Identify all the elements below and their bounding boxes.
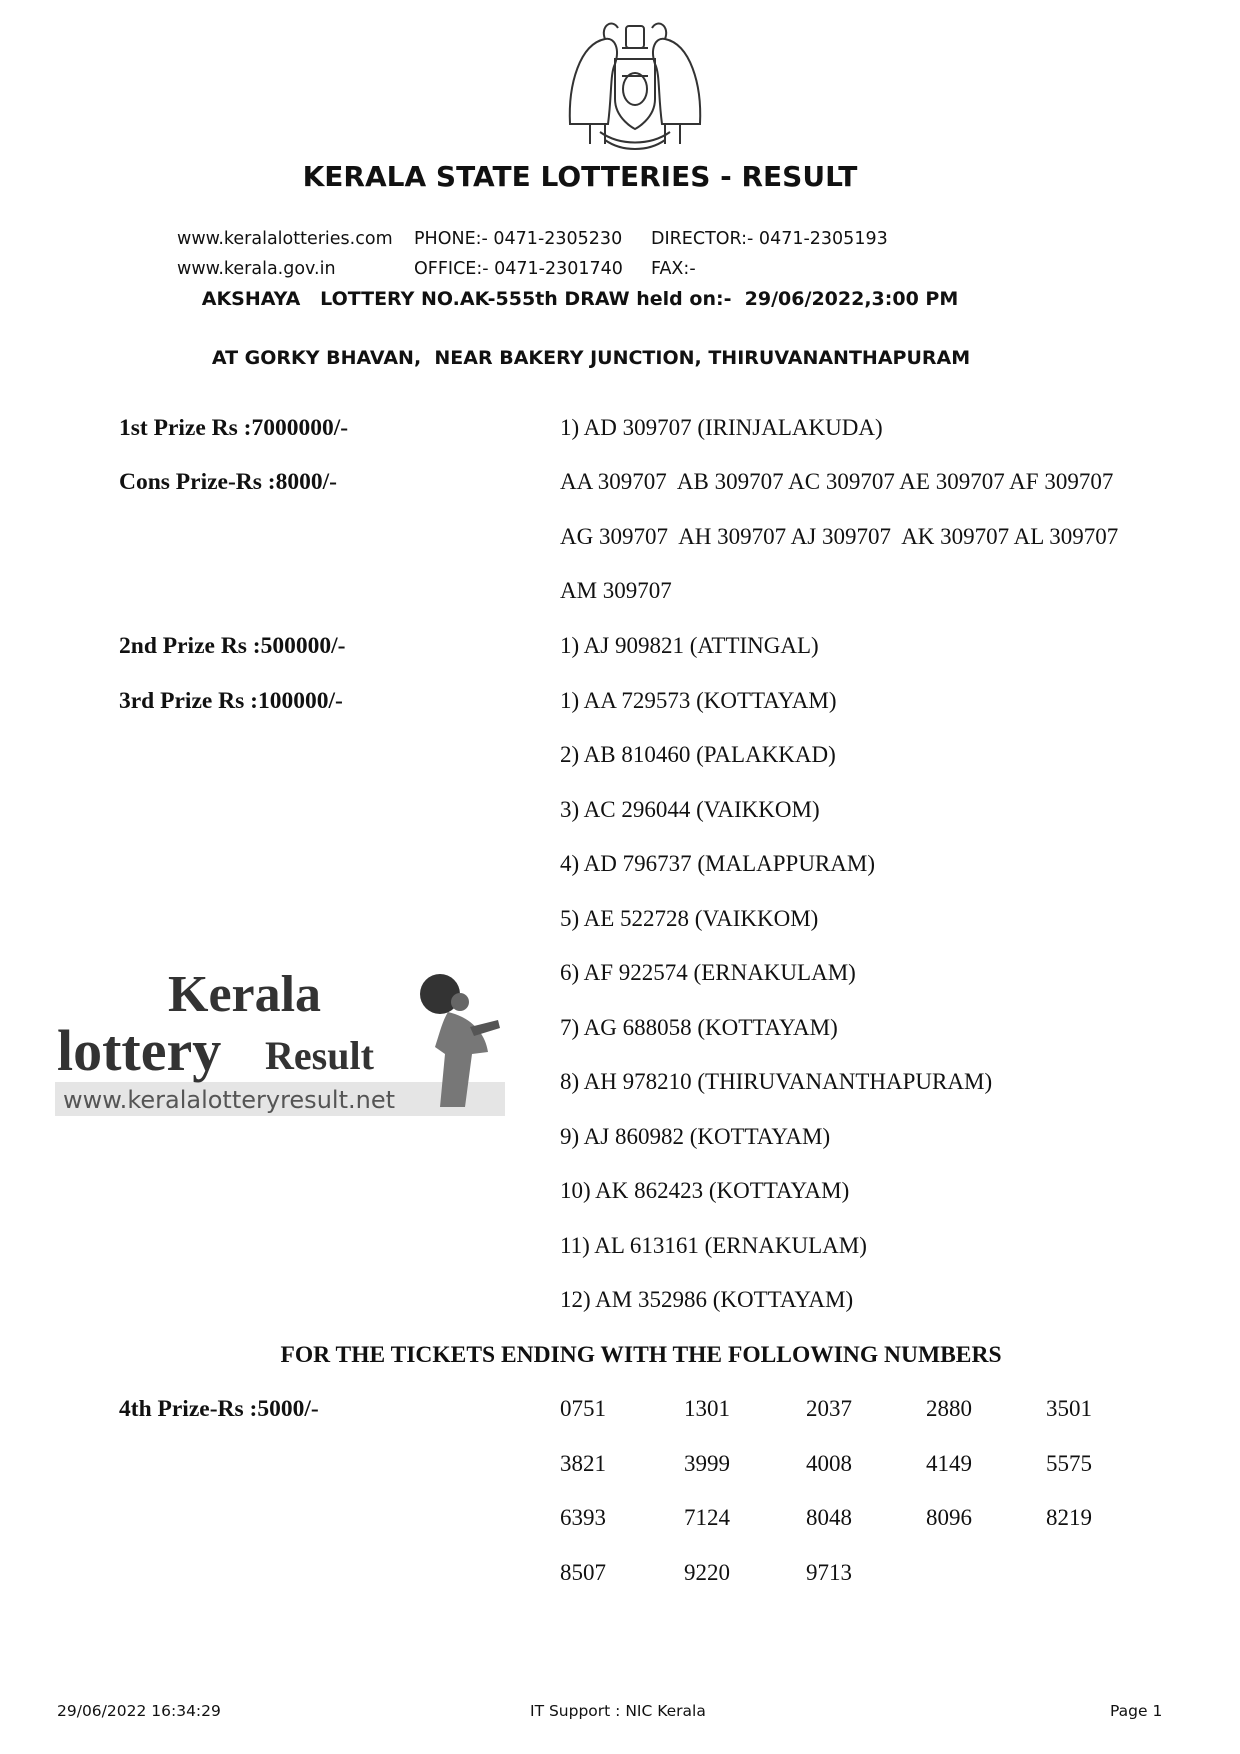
fourth-prize-number: 0751 bbox=[560, 1396, 606, 1421]
phone-number: PHONE:- 0471-2305230 bbox=[414, 229, 623, 249]
kerala-lottery-result-logo bbox=[55, 966, 505, 1125]
fourth-prize-number: 9220 bbox=[684, 1560, 730, 1585]
lottery-seller-figure-icon bbox=[410, 972, 505, 1112]
draw-venue: AT GORKY BHAVAN, NEAR BAKERY JUNCTION, THIRUVANANTHAPURAM bbox=[211, 347, 971, 369]
third-prize-winner: 4) AD 796737 (MALAPPURAM) bbox=[560, 851, 875, 876]
first-prize-winner: 1) AD 309707 (IRINJALAKUDA) bbox=[560, 415, 883, 440]
website-secondary: www.kerala.gov.in bbox=[177, 259, 336, 279]
footer-page-number: Page 1 bbox=[1110, 1702, 1163, 1720]
fourth-prize-number: 7124 bbox=[684, 1505, 730, 1530]
fourth-prize-number: 9713 bbox=[806, 1560, 852, 1585]
fourth-prize-label: 4th Prize-Rs :5000/- bbox=[119, 1396, 319, 1422]
third-prize-winner: 7) AG 688058 (KOTTAYAM) bbox=[560, 1015, 838, 1040]
fourth-prize-number: 8219 bbox=[1046, 1505, 1092, 1530]
logo-text-kerala: Kerala bbox=[168, 966, 322, 1023]
consolation-line-1: AA 309707 AB 309707 AC 309707 AE 309707 AF 309707 bbox=[560, 469, 1114, 494]
fourth-prize-number: 3999 bbox=[684, 1451, 730, 1476]
consolation-line-2: AG 309707 AH 309707 AJ 309707 AK 309707 AL 309707 bbox=[560, 524, 1119, 549]
fourth-prize-number: 1301 bbox=[684, 1396, 730, 1421]
third-prize-winner: 11) AL 613161 (ERNAKULAM) bbox=[560, 1233, 867, 1258]
footer-support: IT Support : NIC Kerala bbox=[530, 1702, 706, 1720]
footer-timestamp: 29/06/2022 16:34:29 bbox=[57, 1702, 221, 1720]
third-prize-winner: 12) AM 352986 (KOTTAYAM) bbox=[560, 1287, 854, 1312]
third-prize-winner: 5) AE 522728 (VAIKKOM) bbox=[560, 906, 819, 931]
third-prize-winner: 3) AC 296044 (VAIKKOM) bbox=[560, 797, 820, 822]
fourth-prize-number: 6393 bbox=[560, 1505, 606, 1530]
fourth-prize-number: 4008 bbox=[806, 1451, 852, 1476]
fax-number: FAX:- bbox=[651, 259, 696, 279]
third-prize-winner: 6) AF 922574 (ERNAKULAM) bbox=[560, 960, 856, 985]
fourth-prize-number: 5575 bbox=[1046, 1451, 1092, 1476]
third-prize-winner: 9) AJ 860982 (KOTTAYAM) bbox=[560, 1124, 831, 1149]
fourth-prize-number: 8096 bbox=[926, 1505, 972, 1530]
website-primary: www.keralalotteries.com bbox=[177, 229, 393, 249]
director-number: DIRECTOR:- 0471-2305193 bbox=[651, 229, 888, 249]
third-prize-winner: 8) AH 978210 (THIRUVANANTHAPURAM) bbox=[560, 1069, 993, 1094]
logo-text-result: Result bbox=[265, 1033, 374, 1078]
page-title: KERALA STATE LOTTERIES - RESULT bbox=[302, 160, 858, 193]
kerala-state-emblem-icon bbox=[560, 14, 710, 154]
fourth-prize-number: 2037 bbox=[806, 1396, 852, 1421]
fourth-prize-number: 4149 bbox=[926, 1451, 972, 1476]
third-prize-winner: 10) AK 862423 (KOTTAYAM) bbox=[560, 1178, 850, 1203]
third-prize-winner: 2) AB 810460 (PALAKKAD) bbox=[560, 742, 836, 767]
ending-numbers-heading: FOR THE TICKETS ENDING WITH THE FOLLOWING NUMBERS bbox=[280, 1342, 1002, 1368]
fourth-prize-number: 2880 bbox=[926, 1396, 972, 1421]
fourth-prize-number: 3501 bbox=[1046, 1396, 1092, 1421]
logo-url: www.keralalotteryresult.net bbox=[63, 1086, 395, 1114]
consolation-prize-label: Cons Prize-Rs :8000/- bbox=[119, 469, 337, 495]
third-prize-label: 3rd Prize Rs :100000/- bbox=[119, 688, 343, 714]
second-prize-winner: 1) AJ 909821 (ATTINGAL) bbox=[560, 633, 819, 658]
fourth-prize-number: 8507 bbox=[560, 1560, 606, 1585]
draw-info: AKSHAYA LOTTERY NO.AK-555th DRAW held on:- 29/06/2022,3:00 PM bbox=[201, 288, 959, 310]
second-prize-label: 2nd Prize Rs :500000/- bbox=[119, 633, 346, 659]
first-prize-label: 1st Prize Rs :7000000/- bbox=[119, 415, 349, 441]
third-prize-winner: 1) AA 729573 (KOTTAYAM) bbox=[560, 688, 837, 713]
logo-text-lottery: lottery bbox=[57, 1018, 222, 1083]
fourth-prize-number: 3821 bbox=[560, 1451, 606, 1476]
office-number: OFFICE:- 0471-2301740 bbox=[414, 259, 623, 279]
fourth-prize-number: 8048 bbox=[806, 1505, 852, 1530]
consolation-line-3: AM 309707 bbox=[560, 578, 672, 603]
